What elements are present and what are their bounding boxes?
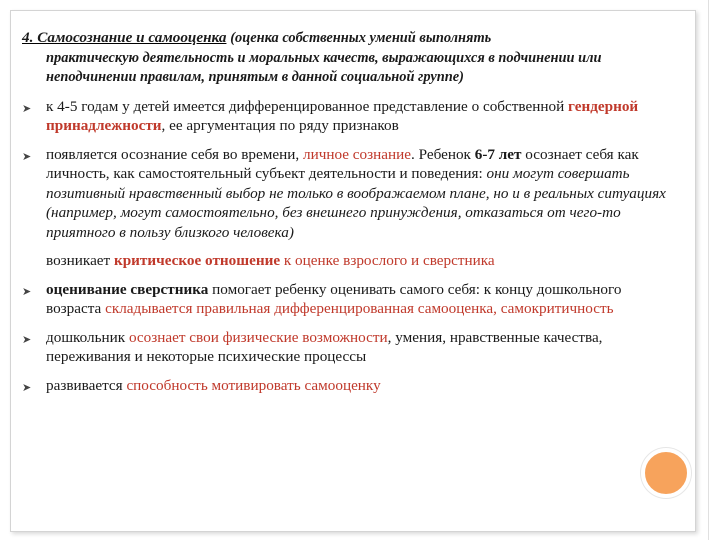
item-text: к 4-5 годам у детей имеется дифференцированное представление о собственной	[46, 97, 569, 115]
item-text: дошкольник	[46, 328, 129, 346]
item-text: . Ребенок	[410, 145, 475, 163]
heading-note-rest: практическую деятельность и моральных качеств, выражающихся в подчинении или неподчинении правилам, принятым в данной социальной группе)	[46, 49, 602, 85]
heading-title: 4. Самосознание и самооценка	[22, 29, 227, 46]
item-text: появляется осознание себя во времени,	[46, 145, 303, 163]
right-edge-line	[708, 0, 709, 540]
list-item	[22, 97, 670, 136]
item-highlight: к оценке взрослого и сверстника	[280, 252, 495, 269]
item-text: возникает	[46, 252, 114, 269]
item-text: , ее аргументация по ряду признаков	[161, 117, 399, 134]
arrow-bullet-icon: ➤	[22, 285, 32, 298]
item-highlight: личное сознание	[302, 145, 411, 163]
item-italic: они могут совершать позитивный нравственный выбор не только в воображаемом плане, но и в реальных ситуациях (например, могут самостоятельно, без внешнего принуждения, отказаться от чего-то приятного в пользу близкого человека)	[46, 165, 666, 241]
slide-content	[22, 28, 670, 395]
list-item	[22, 145, 670, 243]
item-text: осознает себя как личность, как самостоятельный субъект деятельности и поведения:	[46, 145, 639, 182]
list-item	[22, 280, 670, 319]
arrow-bullet-icon: ➤	[22, 333, 32, 346]
standalone-paragraph	[22, 251, 670, 271]
arrow-bullet-icon: ➤	[22, 102, 32, 115]
item-highlight: складывается правильная дифференцированная самооценка, самокритичность	[105, 300, 614, 317]
list-item	[22, 328, 670, 367]
item-text: , умения, нравственные качества, переживания и некоторые психические процессы	[46, 328, 603, 365]
item-text: помогает ребенку оценивать самого себя: к концу дошкольного возраста	[46, 280, 622, 317]
item-highlight: осознает свои физические возможности	[128, 328, 388, 346]
bullet-list	[22, 97, 670, 243]
list-item	[22, 376, 670, 396]
slide-heading	[22, 28, 670, 88]
arrow-bullet-icon: ➤	[22, 150, 32, 163]
heading-note-first: (оценка собственных умений выполнять	[230, 30, 492, 46]
item-bold: оценивание сверстника	[46, 280, 209, 298]
arrow-bullet-icon: ➤	[22, 381, 32, 394]
item-highlight: гендерной принадлежности	[46, 97, 639, 134]
decorative-circle	[641, 448, 691, 498]
item-bold: 6-7 лет	[474, 145, 522, 163]
item-highlight: способность мотивировать самооценку	[126, 376, 381, 394]
item-highlight: критическое отношение	[113, 252, 281, 269]
bullet-list-2	[22, 280, 670, 396]
item-text: развивается	[46, 376, 127, 394]
